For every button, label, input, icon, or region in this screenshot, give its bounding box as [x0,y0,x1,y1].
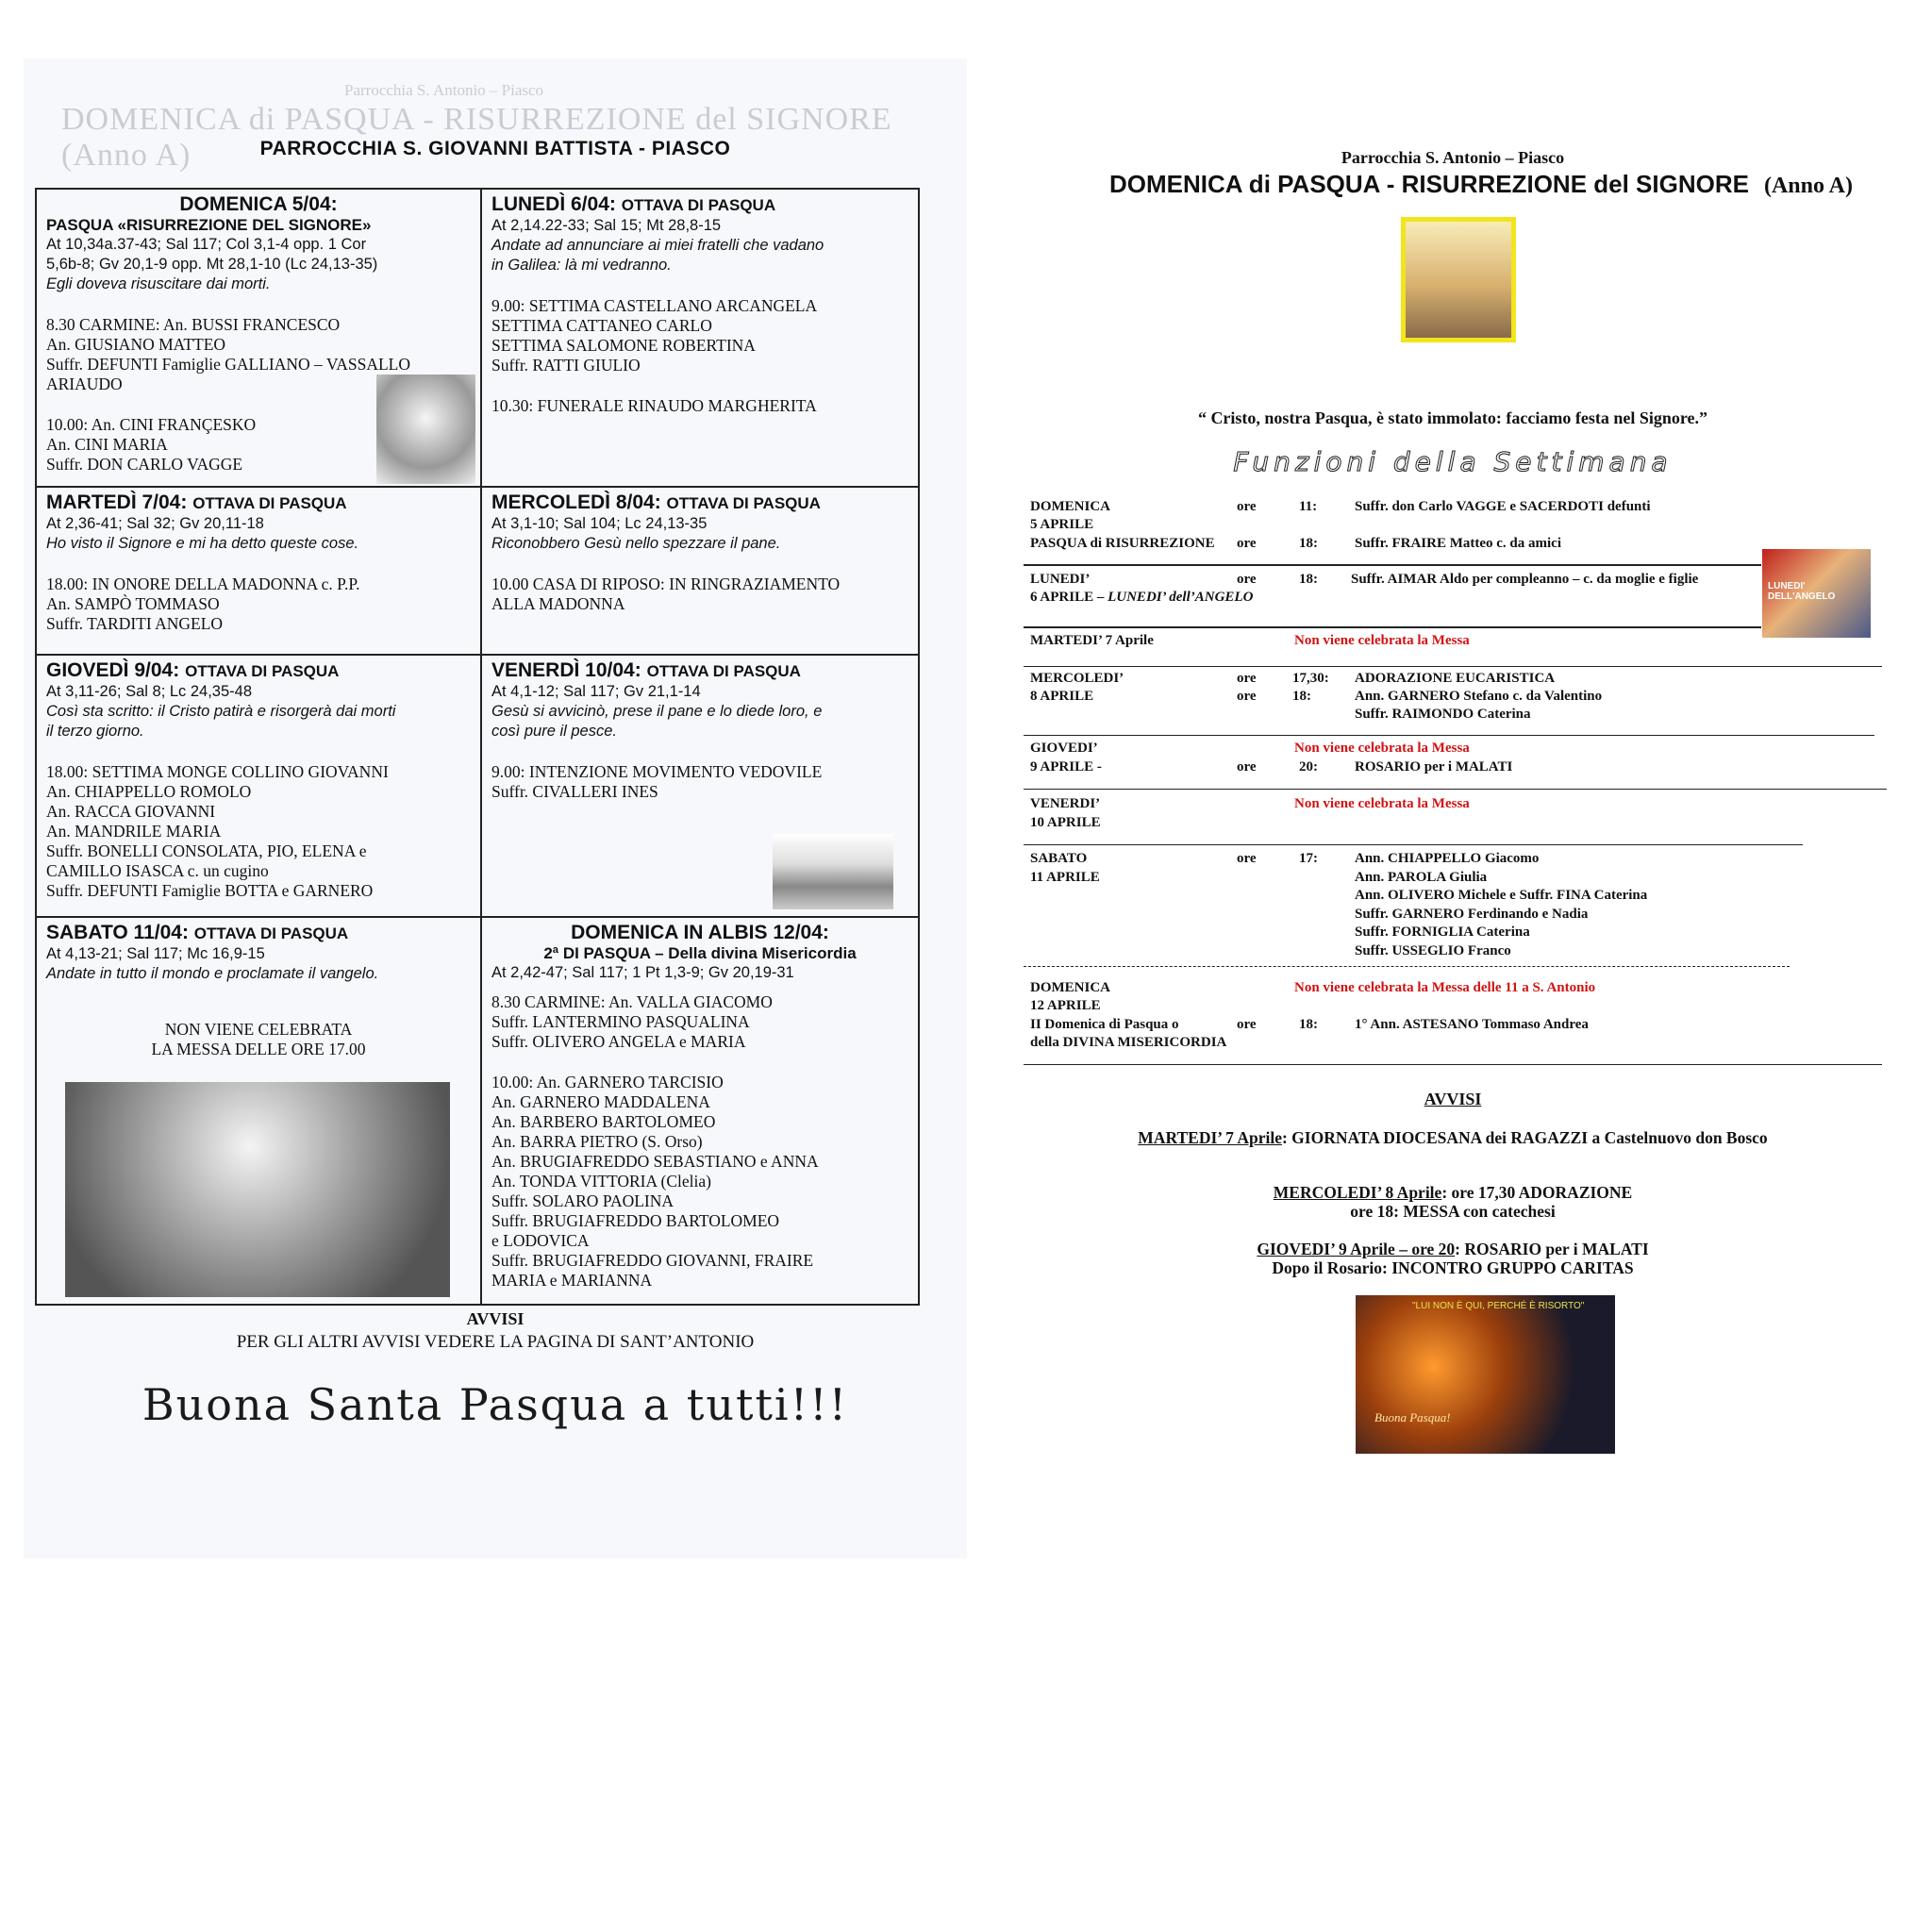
mass-line: Suffr. DON CARLO VAGGE [46,455,243,474]
octave-label: OTTAVA DI PASQUA [646,662,801,680]
avviso-line [1000,1128,1906,1148]
day-heading [491,193,908,216]
mass-line: 10.00: An. CINI FRANÇESKO [46,415,257,434]
mass-line: Suffr. BRUGIAFREDDO GIOVANNI, FRAIRE [491,1251,814,1270]
readings-line: At 2,14.22-33; Sal 15; Mt 28,8-15 [491,217,722,234]
avviso-line [1000,1183,1906,1203]
avvisi-heading: AVVISI [1424,1090,1482,1108]
intention-text: ADORAZIONE EUCARISTICA [1355,671,1556,686]
row-day: MARTEDI’ 7 Aprile [1030,633,1154,648]
date-text: 6 APRILE – [1030,590,1108,605]
boat-sketch-image [773,834,893,909]
mass-line: 8.30 CARMINE: An. BUSSI FRANCESCO [46,315,341,334]
readings-line: At 10,34a.37-43; Sal 117; Col 3,1-4 opp. 1 Cor [46,236,367,253]
row-day: DOMENICA [1030,499,1110,514]
cell-martedi-7 [37,488,480,654]
day-heading [46,491,471,514]
ore-label: ore [1237,671,1257,686]
mass-line: ALLA MADONNA [491,594,625,613]
row-divider [1024,666,1882,667]
no-mass-notice: Non viene celebrata la Messa [1294,741,1470,756]
mass-line: 18.00: SETTIMA MONGE COLLINO GIOVANNI [46,762,389,781]
row-date: 9 APRILE - [1030,759,1102,774]
mass-line: 9.00: INTENZIONE MOVIMENTO VEDOVILE [491,762,823,781]
row-feast: PASQUA di RISURREZIONE [1030,536,1215,551]
right-bulletin-page [1000,142,1906,1462]
avvisi-text: PER GLI ALTRI AVVISI VEDERE LA PAGINA DI SANT’ANTONIO [236,1332,755,1352]
ore-label: ore [1237,1017,1257,1032]
lunedi-angelo-text: LUNEDI’ dell’ANGELO [1108,590,1254,605]
octave-label: OTTAVA DI PASQUA [193,924,349,942]
octave-label: OTTAVA DI PASQUA [192,494,347,512]
row-divider [1024,626,1761,628]
mass-line: An. RACCA GIOVANNI [46,802,216,821]
row-feast: II Domenica di Pasqua o [1030,1017,1179,1032]
mass-line: Suffr. LANTERMINO PASQUALINA [491,1012,750,1031]
mass-line: An. SAMPÒ TOMMASO [46,594,220,613]
image-caption-bottom: Buona Pasqua! [1374,1410,1451,1424]
day-label: MARTEDÌ 7/04: [46,491,188,513]
row-date: 10 APRILE [1030,815,1101,830]
risen-christ-image [376,375,475,484]
mass-line: SETTIMA CATTANEO CARLO [491,316,712,335]
intention-text: Suffr. FRAIRE Matteo c. da amici [1355,536,1562,551]
buona-pasqua-image [1356,1295,1615,1454]
hour-label: 17: [1299,851,1318,866]
parish-title: PARROCCHIA S. GIOVANNI BATTISTA - PIASCO [259,138,731,159]
cell-giovedi-9 [37,656,480,916]
octave-label: OTTAVA DI PASQUA [621,196,776,214]
mass-line: Suffr. BONELLI CONSOLATA, PIO, ELENA e [46,841,367,860]
avviso-date: GIOVEDI’ 9 Aprile – ore 20 [1257,1240,1456,1258]
row-divider [1024,735,1874,736]
day-heading [491,659,908,682]
feast-subtitle [491,944,908,963]
intention-text: Suffr. RAIMONDO Caterina [1355,707,1531,722]
resurrection-image [1401,217,1516,342]
anno-label: (Anno A) [1763,174,1853,198]
mass-line: 8.30 CARMINE: An. VALLA GIACOMO [491,992,773,1011]
day-label: LUNEDÌ 6/04: [491,193,616,215]
mass-line: Suffr. DEFUNTI Famiglie GALLIANO – VASSALLO [46,355,410,374]
row-date: 8 APRILE [1030,689,1094,704]
mass-line: MARIA e MARIANNA [491,1271,653,1290]
ore-label: ore [1237,572,1257,587]
hour-label: 11: [1299,499,1318,514]
mass-line: An. BRUGIAFREDDO SEBASTIANO e ANNA [491,1152,819,1171]
mass-line: 10.00: An. GARNERO TARCISIO [491,1073,724,1091]
row-feast: della DIVINA MISERICORDIA [1030,1035,1227,1050]
mass-line: An. CHIAPPELLO ROMOLO [46,782,252,801]
parish-name: Parrocchia S. Antonio – Piasco [1341,148,1565,167]
readings-line: 5,6b-8; Gv 20,1-9 opp. Mt 28,1-10 (Lc 24,13-35) [46,256,378,273]
row-date [1030,589,1253,607]
octave-label: OTTAVA DI PASQUA [185,662,340,680]
notice-line: NON VIENE CELEBRATA [164,1020,353,1039]
gospel-quote: Andate ad annunciare ai miei fratelli che vadano [491,237,824,254]
easter-quote: “ Cristo, nostra Pasqua, è stato immolato: facciamo festa nel Signore.” [1197,408,1708,427]
cell-lunedi-6 [482,190,918,486]
notice-line: LA MESSA DELLE ORE 17.00 [151,1040,366,1058]
day-heading [46,922,471,944]
mass-line: SETTIMA SALOMONE ROBERTINA [491,336,756,355]
ore-label: ore [1237,499,1257,514]
ore-label: ore [1237,851,1257,866]
ore-label: ore [1237,759,1257,774]
day-heading: DOMENICA IN ALBIS 12/04: [571,922,829,943]
intention-text: Suffr. USSEGLIO Franco [1355,943,1511,958]
avvisi-heading: AVVISI [466,1309,525,1328]
hour-label: 20: [1299,759,1318,774]
avviso-text: : ROSARIO per i MALATI [1455,1240,1649,1258]
mass-line: 10.00 CASA DI RIPOSO: IN RINGRAZIAMENTO [491,575,841,593]
intention-text: 1° Ann. ASTESANO Tommaso Andrea [1355,1017,1589,1032]
mass-line: Suffr. BRUGIAFREDDO BARTOLOMEO [491,1211,780,1230]
day-heading [46,659,471,682]
day-heading: DOMENICA 5/04: [179,193,338,215]
row-day: MERCOLEDI’ [1030,671,1124,686]
divine-mercy-image [65,1082,450,1297]
mass-line: 10.30: FUNERALE RINAUDO MARGHERITA [491,396,817,415]
no-mass-notice: Non viene celebrata la Messa [1294,796,1470,811]
mass-line: An. GIUSIANO MATTEO [46,335,226,354]
gospel-quote: Ho visto il Signore e mi ha detto queste cose. [46,535,359,552]
row-day: LUNEDI’ [1030,572,1091,587]
feast-subtitle-b: – Della divina Misericordia [650,944,857,962]
row-day: VENERDI’ [1030,796,1101,811]
mass-line: 18.00: IN ONORE DELLA MADONNA c. P.P. [46,575,360,593]
ghost-parish-text: Parrocchia S. Antonio – Piasco [344,81,544,99]
image-caption-top: "LUI NON È QUI, PERCHÉ È RISORTO" [1412,1301,1585,1311]
row-divider [1024,789,1887,790]
avviso-date: MERCOLEDI’ 8 Aprile [1273,1183,1442,1202]
avviso-date: MARTEDI’ 7 Aprile [1138,1128,1282,1147]
image-caption: LUNEDI' DELL'ANGELO [1768,581,1836,602]
mass-line: Suffr. OLIVERO ANGELA e MARIA [491,1032,746,1051]
readings-line: At 4,1-12; Sal 117; Gv 21,1-14 [491,683,701,700]
ore-label: ore [1237,536,1257,551]
avviso-line: ore 18: MESSA con catechesi [1350,1202,1556,1221]
readings-line: At 3,1-10; Sal 104; Lc 24,13-35 [491,515,708,532]
mass-line: An. MANDRILE MARIA [46,822,222,841]
readings-line: At 3,11-26; Sal 8; Lc 24,35-48 [46,683,253,700]
mass-line: CAMILLO ISASCA c. un cugino [46,861,269,880]
readings-line: At 2,36-41; Sal 32; Gv 20,11-18 [46,515,264,532]
readings-line: At 4,13-21; Sal 117; Mc 16,9-15 [46,945,265,962]
row-divider [1024,844,1803,845]
gospel-quote: Gesù si avvicinò, prese il pane e lo diede loro, e [491,703,823,720]
mass-line: Suffr. TARDITI ANGELO [46,614,224,633]
intention-text: Ann. PAROLA Giulia [1355,870,1488,885]
no-mass-notice: Non viene celebrata la Messa [1294,633,1470,648]
ghost-title-text: DOMENICA di PASQUA - RISURREZIONE del SIGNORE (Anno A) [61,102,892,173]
row-day: GIOVEDI’ [1030,741,1098,756]
intention-text: Ann. CHIAPPELLO Giacomo [1355,851,1540,866]
row-day: SABATO [1030,851,1088,866]
intention-text: Ann. GARNERO Stefano c. da Valentino [1355,689,1603,704]
gospel-quote: così pure il pesce. [491,723,617,740]
page-title [1057,170,1906,199]
gospel-quote: Così sta scritto: il Cristo patirà e risorgerà dai morti [46,703,396,720]
row-date: 5 APRILE [1030,517,1094,532]
avviso-text: : GIORNATA DIOCESANA dei RAGAZZI a Castelnuovo don Bosco [1281,1128,1768,1147]
hour-label: 18: [1299,536,1318,551]
intention-text: Suffr. AIMAR Aldo per compleanno – c. da moglie e figlie [1351,572,1699,587]
mass-line: Suffr. SOLARO PAOLINA [491,1191,675,1210]
mass-line: An. CINI MARIA [46,435,168,454]
funzioni-heading: Funzioni della Settimana [1233,446,1673,477]
hour-label: 17,30: [1292,671,1329,686]
title-text: DOMENICA di PASQUA - RISURREZIONE del SIGNORE [1109,170,1749,198]
gospel-quote: in Galilea: là mi vedranno. [491,257,672,274]
mass-line: Suffr. RATTI GIULIO [491,356,641,375]
row-day: DOMENICA [1030,980,1110,995]
avviso-text: : ore 17,30 ADORAZIONE [1441,1183,1633,1202]
gospel-quote: Andate in tutto il mondo e proclamate il vangelo. [46,965,379,982]
hour-label: 18: [1299,572,1318,587]
cell-mercoledi-8 [482,488,918,654]
row-date: 12 APRILE [1030,998,1101,1013]
left-bulletin-page [24,58,967,1558]
readings-line: At 2,42-47; Sal 117; 1 Pt 1,3-9; Gv 20,19-31 [491,964,794,981]
no-mass-notice: Non viene celebrata la Messa delle 11 a S. Antonio [1294,980,1596,995]
intention-text: Ann. OLIVERO Michele e Suffr. FINA Caterina [1355,888,1648,903]
mass-line: e LODOVICA [491,1231,590,1250]
cell-domenica-12 [482,918,918,1304]
intention-text: Suffr. don Carlo VAGGE e SACERDOTI defunti [1355,499,1651,514]
row-date: 11 APRILE [1030,870,1100,885]
hour-label: 18: [1292,689,1311,704]
avviso-line [1000,1240,1906,1259]
avviso-line: Dopo il Rosario: INCONTRO GRUPPO CARITAS [1272,1258,1634,1277]
mass-line: 9.00: SETTIMA CASTELLANO ARCANGELA [491,296,818,315]
day-label: GIOVEDÌ 9/04: [46,659,180,681]
mass-line: An. BARRA PIETRO (S. Orso) [491,1132,703,1151]
mass-line: An. BARBERO BARTOLOMEO [491,1112,716,1131]
lunedi-angelo-image [1762,549,1871,638]
mass-line: An. TONDA VITTORIA (Clelia) [491,1172,712,1191]
easter-greeting: Buona Santa Pasqua a tutti!!! [142,1379,849,1430]
ore-label: ore [1237,689,1257,704]
row-divider [1024,564,1761,566]
day-label: MERCOLEDÌ 8/04: [491,491,661,513]
feast-subtitle-a: 2ª DI PASQUA [543,944,651,962]
feast-subtitle: PASQUA «RISURREZIONE DEL SIGNORE» [46,216,372,234]
intention-text: ROSARIO per i MALATI [1355,759,1513,774]
gospel-quote: il terzo giorno. [46,723,144,740]
mass-line: An. GARNERO MADDALENA [491,1092,710,1111]
octave-label: OTTAVA DI PASQUA [666,494,821,512]
mass-line: Suffr. CIVALLERI INES [491,782,658,801]
day-label: VENERDÌ 10/04: [491,659,641,681]
row-divider [1024,1064,1882,1065]
weekly-schedule-grid [35,188,920,1306]
intention-text: Suffr. FORNIGLIA Caterina [1355,924,1530,940]
hour-label: 18: [1299,1017,1318,1032]
day-label: SABATO 11/04: [46,922,189,943]
day-heading [491,491,908,514]
mass-line: ARIAUDO [46,375,123,393]
intention-text: Suffr. GARNERO Ferdinando e Nadia [1355,907,1589,922]
mass-line: Suffr. DEFUNTI Famiglie BOTTA e GARNERO [46,881,374,900]
row-divider-dashed [1024,966,1790,967]
gospel-quote: Riconobbero Gesù nello spezzare il pane. [491,535,781,552]
gospel-quote: Egli doveva risuscitare dai morti. [46,275,271,292]
